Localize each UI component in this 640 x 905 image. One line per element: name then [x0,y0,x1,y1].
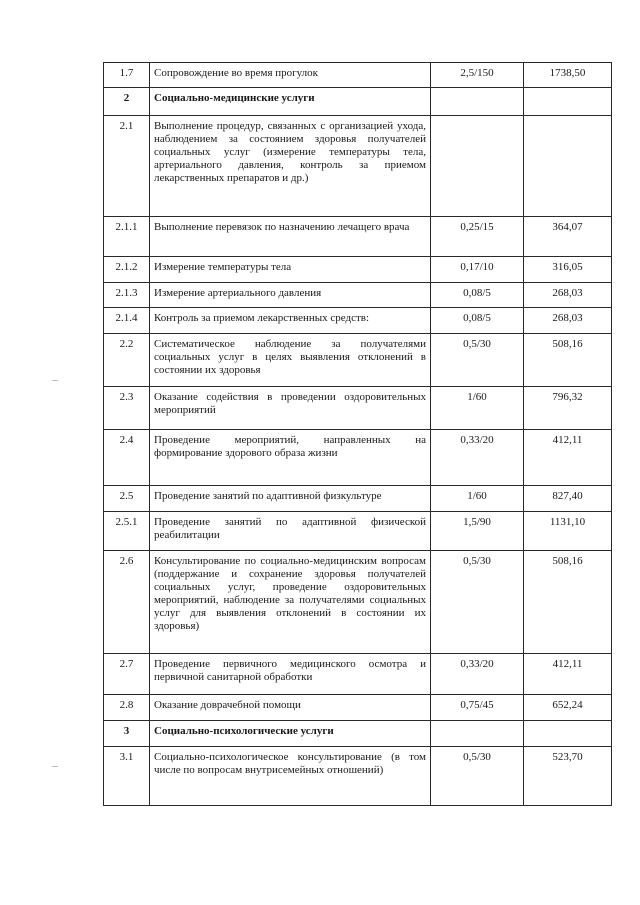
time-norm: 0,75/45 [431,695,524,721]
service-name: Проведение мероприятий, направленных на формирование здорового образа жизни [150,430,431,486]
row-number: 2.5 [104,486,150,512]
table-row [104,116,612,217]
time-norm: 0,33/20 [431,430,524,486]
service-name: Проведение занятий по адаптивной физкультуре [150,486,431,512]
table-row [104,512,612,551]
service-name: Измерение артериального давления [150,283,431,308]
table-row [104,695,612,721]
service-name: Проведение первичного медицинского осмотра и первичной санитарной обработки [150,654,431,695]
service-price [524,721,612,747]
time-norm: 0,5/30 [431,747,524,806]
table-row [104,283,612,308]
table-row [104,654,612,695]
row-number: 2.6 [104,551,150,654]
row-number: 2.1.4 [104,308,150,334]
time-norm [431,721,524,747]
service-price: 523,70 [524,747,612,806]
table-row [104,257,612,283]
row-number: 2.3 [104,387,150,430]
time-norm: 1,5/90 [431,512,524,551]
row-number: 2.5.1 [104,512,150,551]
table-row [104,63,612,88]
service-price: 1738,50 [524,63,612,88]
service-price: 412,11 [524,654,612,695]
service-price [524,88,612,116]
time-norm: 0,33/20 [431,654,524,695]
row-number: 2.1.2 [104,257,150,283]
table-row [104,551,612,654]
service-name: Проведение занятий по адаптивной физической реабилитации [150,512,431,551]
row-number: 2.1.3 [104,283,150,308]
service-name: Консультирование по социально-медицинским вопросам (поддержание и сохранение здоровья получателей социальных услуг, проведение оздоровительных мероприятий, наблюдение за получателями социальных услуг для выявления отклонений в состоянии их здоровья) [150,551,431,654]
service-name: Оказание содействия в проведении оздоровительных мероприятий [150,387,431,430]
service-price: 796,32 [524,387,612,430]
time-norm: 0,5/30 [431,551,524,654]
service-price: 316,05 [524,257,612,283]
time-norm: 2,5/150 [431,63,524,88]
service-name: Сопровождение во время прогулок [150,63,431,88]
table-body [104,63,612,806]
service-name: Систематическое наблюдение за получателями социальных услуг в целях выявления отклонений в состоянии их здоровья [150,334,431,387]
service-price: 508,16 [524,334,612,387]
service-name: Измерение температуры тела [150,257,431,283]
table-row [104,747,612,806]
row-number: 1.7 [104,63,150,88]
services-price-table [103,62,612,806]
service-name: Выполнение перевязок по назначению лечащего врача [150,217,431,257]
row-number: 2.7 [104,654,150,695]
row-number: 2.8 [104,695,150,721]
table-row [104,486,612,512]
row-number: 2.2 [104,334,150,387]
table-row [104,334,612,387]
service-price: 508,16 [524,551,612,654]
service-price: 364,07 [524,217,612,257]
time-norm: 0,5/30 [431,334,524,387]
time-norm [431,88,524,116]
time-norm: 0,08/5 [431,308,524,334]
section-title: Социально-психологические услуги [150,721,431,747]
row-number: 2.1 [104,116,150,217]
row-number: 2.1.1 [104,217,150,257]
row-number: 3 [104,721,150,747]
section-title: Социально-медицинские услуги [150,88,431,116]
table-row [104,217,612,257]
service-name: Контроль за приемом лекарственных средств: [150,308,431,334]
service-price: 652,24 [524,695,612,721]
row-number: 2 [104,88,150,116]
service-price [524,116,612,217]
time-norm: 0,08/5 [431,283,524,308]
section-row [104,88,612,116]
service-name: Оказание доврачебной помощи [150,695,431,721]
service-price: 412,11 [524,430,612,486]
service-price: 827,40 [524,486,612,512]
service-price: 1131,10 [524,512,612,551]
row-number: 2.4 [104,430,150,486]
service-name: Социально-психологическое консультирование (в том числе по вопросам внутрисемейных отношений) [150,747,431,806]
service-price: 268,03 [524,308,612,334]
row-number: 3.1 [104,747,150,806]
section-row [104,721,612,747]
table-row [104,387,612,430]
time-norm: 1/60 [431,387,524,430]
table-row [104,308,612,334]
time-norm: 0,25/15 [431,217,524,257]
time-norm: 0,17/10 [431,257,524,283]
table-row [104,430,612,486]
service-name: Выполнение процедур, связанных с организацией ухода, наблюдением за состоянием здоровья получателей социальных услуг (измерение температуры тела, артериального давления, контроль за приемом лекарственных препаратов и др.) [150,116,431,217]
service-price: 268,03 [524,283,612,308]
time-norm: 1/60 [431,486,524,512]
time-norm [431,116,524,217]
